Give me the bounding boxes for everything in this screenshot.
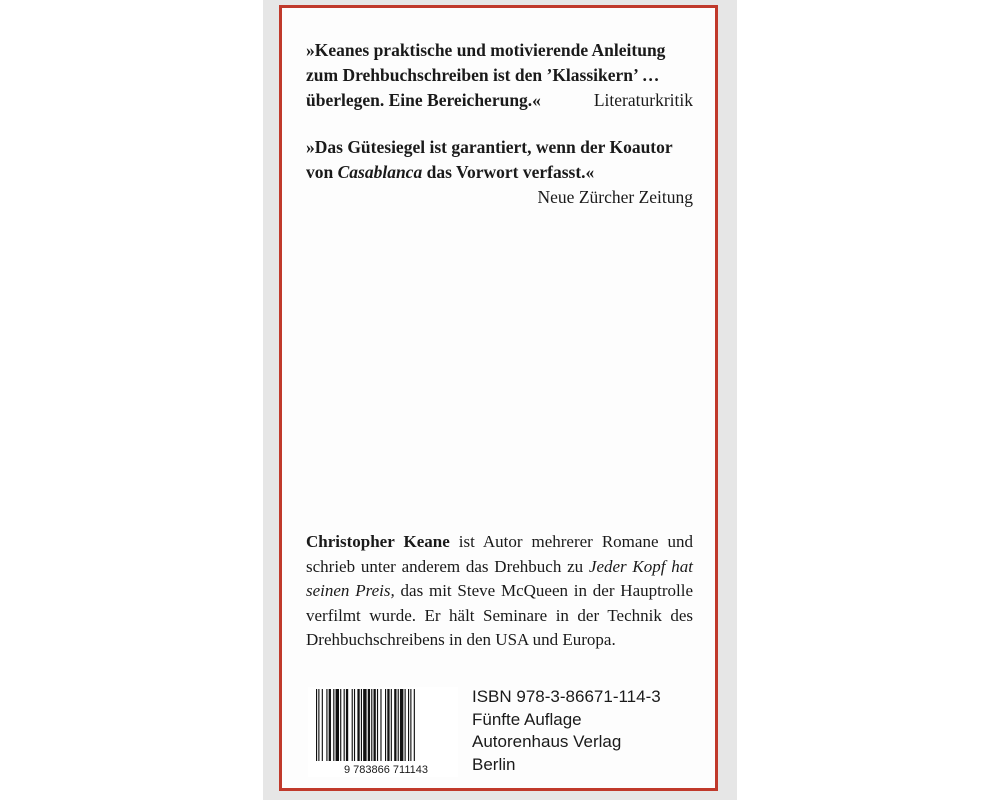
barcode-bar [354,689,355,761]
review-quote-2 [306,135,693,185]
author-bio [306,530,693,653]
barcode-bar [322,689,323,761]
barcode-bar [340,689,341,761]
barcode-bar [363,689,366,761]
barcode-bar [410,689,411,761]
barcode-bar [357,689,359,761]
isbn-barcode [308,687,458,777]
quote-1-last-line [306,88,693,113]
quote-2-line-1: »Das Gütesiegel ist garantiert, wenn der Koautor [306,137,673,157]
barcode-bar [329,689,331,761]
quote-2-line-2 [306,160,693,185]
barcode-bar [336,689,339,761]
barcode-bar [387,689,389,761]
publication-info [472,686,661,776]
barcode-bar [318,689,319,761]
barcode-bar [371,689,372,761]
bio-film-title: Jeder Kopf hat seinen Preis, [306,556,693,600]
author-name: Christopher Keane [306,532,450,551]
barcode-bar [408,689,409,761]
barcode-bar [344,689,345,761]
isbn-number: ISBN 978-3-86671-114-3 [472,687,661,706]
barcode-bar [352,689,353,761]
quote-1-source: Literaturkritik [593,90,693,110]
barcode-bar [361,689,362,761]
barcode-bar [333,689,334,761]
barcode-bar [377,689,378,761]
publisher-city: Berlin [472,754,516,774]
barcode-bar [374,689,376,761]
bio-text-1: ist Autor mehrerer Romane und schrieb unter anderem das Drehbuch zu [306,532,693,576]
barcode-bar [391,689,392,761]
book-back-cover [279,5,718,791]
review-quotes [306,38,693,210]
barcode-bar [405,689,406,761]
barcode-bar [394,689,396,761]
quote-2-film-title: Casablanca [337,162,423,182]
barcode-bar [398,689,399,761]
barcode-digits: 9 783866 711143 [343,764,429,776]
barcode-bar [368,689,370,761]
edition: Fünfte Auflage [472,709,582,729]
barcode-bar [346,689,348,761]
quote-1-line-1: »Keanes praktische und motivierende Anleitung [306,40,666,60]
barcode-bar [316,689,317,761]
quote-2-line-2-post: das Vorwort verfasst.« [422,162,595,182]
review-quote-1 [306,38,693,113]
barcode-bar [400,689,403,761]
quote-1-line-3: überlegen. Eine Bereicherung.« [306,90,541,110]
barcode-bar [326,689,327,761]
barcode-bar [380,689,381,761]
bio-text-2: das mit Steve McQueen in der Hauptrolle verfilmt wurde. Er hält Seminare in der Technik des Drehbuchschreibens in den USA und Europa. [306,581,693,649]
quote-2-source: Neue Zürcher Zeitung [537,187,693,207]
quote-2-line-2-pre: von [306,162,338,182]
barcode-bar [414,689,415,761]
publisher: Autorenhaus Verlag [472,732,622,751]
quote-1-line-2: zum Drehbuchschreiben ist den ’Klassikern’ … [306,65,660,85]
barcode-bar [385,689,386,761]
